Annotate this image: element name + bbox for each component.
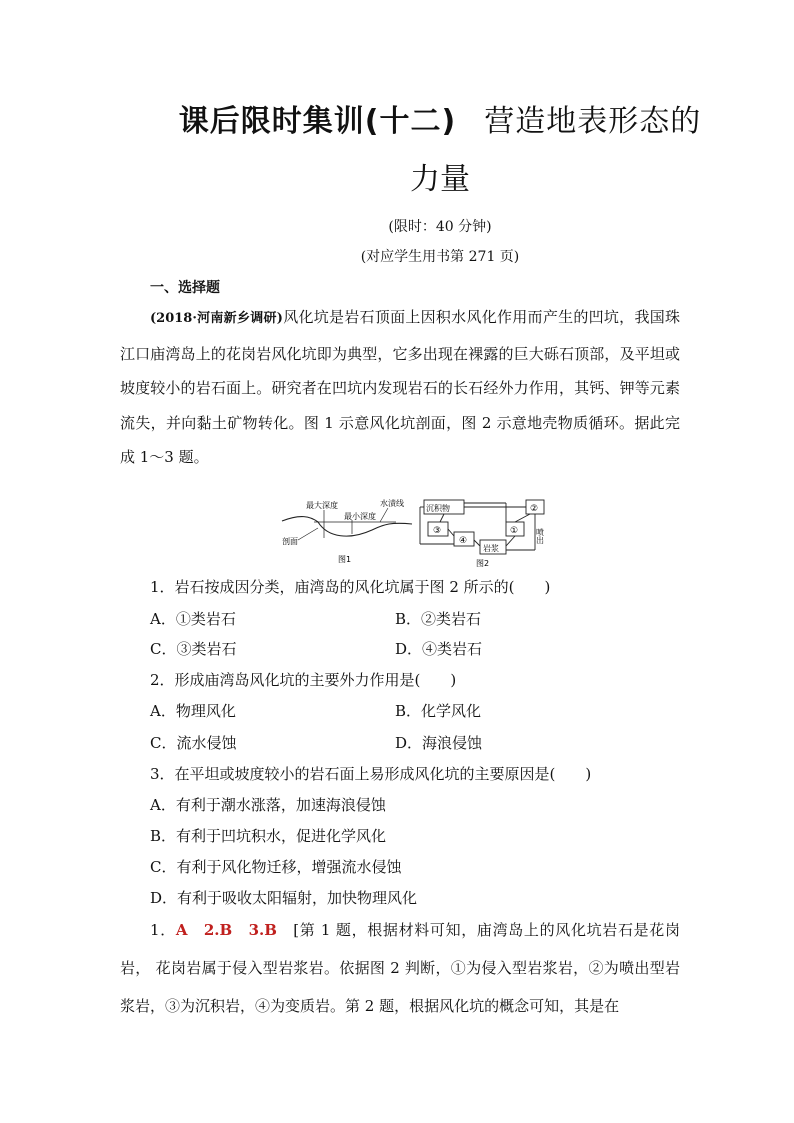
fig2-label-sediment: 沉积物: [426, 504, 450, 513]
answer-num-2: 2.: [203, 921, 220, 939]
fig2-label-2: ②: [530, 504, 539, 514]
question-1-option-a: A．①类岩石: [150, 610, 236, 628]
question-2-option-a: A．物理风化: [150, 702, 236, 720]
answer-explanation: [第 1 题，根据材料可知，庙湾岛上的风化坑岩石是花岗岩， 花岗岩属于侵入型岩浆岩。依据图 2 判断，①为侵入型岩浆岩，②为喷出型岩浆岩，③为沉积岩，④为变质岩。第 2 题，根据风化坑的概念可知，其是在: [120, 921, 680, 1015]
question-3-option-a: A．有利于潮水涨落，加速海浪侵蚀: [150, 796, 386, 814]
fig1-label-min: 最小深度: [344, 512, 376, 521]
fig1-caption: 图1: [338, 555, 352, 564]
fig1-label-section: 剖面: [282, 537, 298, 546]
answer-2: B: [219, 921, 233, 939]
page-title: [120, 96, 760, 140]
answer-num-3: 3.: [248, 921, 265, 939]
section-heading: 一、选择题: [150, 280, 220, 296]
fig2-label-3: ③: [433, 526, 442, 536]
answer-num-1: 1．: [150, 921, 176, 939]
question-2-option-d: D．海浪侵蚀: [395, 734, 483, 752]
figure-2-labels: [426, 503, 545, 568]
answer-3: B: [264, 921, 277, 939]
fig1-label-max: 最大深度: [306, 501, 338, 510]
question-1-option-b: B．②类岩石: [395, 610, 482, 628]
title-main: 课后限时集训(十二): [178, 104, 457, 139]
fig1-label-water: 水渍线: [380, 499, 404, 508]
title-topic: 营造地表形态的: [484, 104, 702, 139]
figure-1: [282, 498, 412, 564]
material-source: (2018·河南新乡调研): [150, 311, 283, 326]
fig2-label-erupt: 喷出: [535, 528, 545, 544]
fig2-label-1: ①: [510, 526, 519, 536]
question-3-stem: 3．在平坦或坡度较小的岩石面上易形成风化坑的主要原因是( ): [150, 765, 592, 783]
page-title-line2: 力量: [410, 162, 470, 197]
material-paragraph: [120, 300, 680, 475]
question-3-option-c: C．有利于风化物迁移，增强流水侵蚀: [150, 858, 402, 876]
question-2-stem: 2．形成庙湾岛风化坑的主要外力作用是( ): [150, 671, 457, 689]
fig2-label-4: ④: [459, 536, 468, 546]
question-3-option-d: D．有利于吸收太阳辐射，加快物理风化: [150, 889, 418, 907]
question-2-option-b: B．化学风化: [395, 702, 482, 720]
question-1-option-d: D．④类岩石: [395, 640, 483, 658]
question-1-option-c: C．③类岩石: [150, 640, 237, 658]
fig2-label-magma: 岩浆: [483, 544, 499, 553]
question-3-option-b: B．有利于凹坑积水，促进化学风化: [150, 827, 387, 845]
question-1-stem: 1．岩石按成因分类，庙湾岛的风化坑属于图 2 所示的( ): [150, 578, 551, 596]
figure-area: [280, 494, 560, 570]
fig2-caption: 图2: [476, 559, 490, 568]
time-limit: (限时：40 分钟): [388, 219, 492, 235]
figure-svg: [280, 494, 560, 570]
question-2-option-c: C．流水侵蚀: [150, 734, 237, 752]
material-text: 风化坑是岩石顶面上因积水风化作用而产生的凹坑，我国珠江口庙湾岛上的花岗岩风化坑即为典型，它多出现在裸露的巨大砾石顶部，及平坦或坡度较小的岩石面上。研究者在凹坑内发现岩石的长石经外力作用，其钙、钾等元素流失，并向黏土矿物转化。图 1 示意风化坑剖面，图 2 示意地壳物质循环。据此完成 1～3 题。: [120, 308, 680, 466]
answer-1: A: [175, 921, 188, 939]
book-reference: (对应学生用书第 271 页): [360, 249, 520, 265]
answer-paragraph: [120, 911, 680, 1025]
